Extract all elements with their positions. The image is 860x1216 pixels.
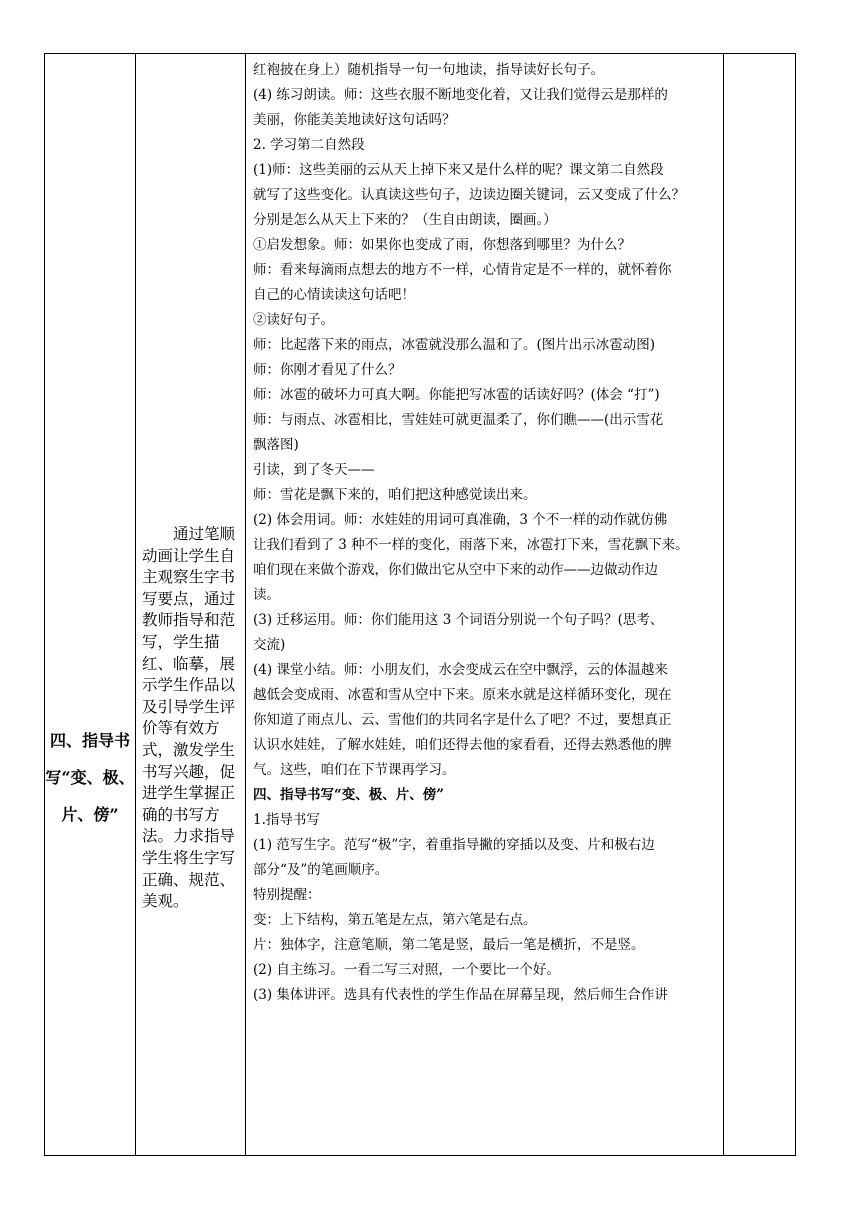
content-line: ①启发想象。师：如果你也变成了雨，你想落到哪里？为什么？	[253, 237, 631, 253]
content-line: 自己的心情读读这句话吧！	[253, 287, 415, 303]
content-line: 师：你刚才看见了什么？	[253, 362, 402, 378]
content-line: 红袍披在身上）随机指导一句一句地读，指导读好长句子。	[253, 62, 604, 78]
content-line: 气。这些，咱们在下节课再学习。	[253, 762, 456, 778]
content-line: 师：雪花是飘下来的，咱们把这种感觉读出来。	[253, 487, 537, 503]
content-line: 2. 学习第二自然段	[253, 137, 365, 153]
design-purpose-text: 通过笔顺动画让学生自主观察生字书写要点，通过教师指导和范写，学生描红、临摹，展示学生作品以及引导学生评价等有效方式，激发学生书写兴趣，促进学生掌握正确的书写方法。力求指导学生将生字写正确、规范、美观。	[142, 525, 236, 911]
content-line: 1.指导书写	[253, 812, 320, 828]
content-line: (1)师：这些美丽的云从天上掉下来又是什么样的呢？课文第二自然段	[253, 162, 664, 178]
content-line: 飘落图)	[253, 437, 299, 453]
purpose-column	[135, 54, 245, 1155]
content-line: (1) 范写生字。范写“极”字，着重指导撇的穿插以及变、片和极右边	[253, 837, 655, 853]
content-line: (2) 自主练习。一看二写三对照，一个要比一个好。	[253, 962, 560, 978]
content-line: 美丽，你能美美地读好这句话吗？	[253, 112, 456, 128]
content-line: (4) 课堂小结。师：小朋友们，水会变成云在空中飘浮，云的体温越来	[253, 662, 668, 678]
content-line: 四、指导书写“变、极、片、傍”	[253, 787, 445, 803]
content-line: 读。	[253, 587, 280, 603]
content-line: 师：比起落下来的雨点，冰雹就没那么温和了。(图片出示冰雹动图)	[253, 337, 656, 353]
content-line: 片：独体字，注意笔顺，第二笔是竖，最后一笔是横折，不是竖。	[253, 937, 645, 953]
content-line: 就写了这些变化。认真读这些句子，边读边圈关键词，云又变成了什么？	[253, 187, 685, 203]
section-column	[45, 54, 135, 1155]
content-line: 变：上下结构，第五笔是左点，第六笔是右点。	[253, 912, 537, 928]
content-line: 你知道了雨点儿、云、雪他们的共同名字是什么了吧？不过，要想真正	[253, 712, 672, 728]
content-line: 让我们看到了 3 种不一样的变化，雨落下来，冰雹打下来，雪花飘下来。	[253, 537, 689, 553]
content-line: ②读好句子。	[253, 312, 334, 328]
content-line: 师：冰雹的破坏力可真大啊。你能把写冰雹的话读好吗？(体会 “打”)	[253, 387, 660, 403]
content-line: 认识水娃娃，了解水娃娃，咱们还得去他的家看看，还得去熟悉他的脾	[253, 737, 672, 753]
content-line: 部分“及”的笔画顺序。	[253, 862, 389, 878]
teaching-process-column	[245, 54, 723, 1155]
content-line: 咱们现在来做个游戏，你们做出它从空中下来的动作——边做动作边	[253, 562, 658, 578]
content-line: (4) 练习朗读。师：这些衣服不断地变化着，又让我们觉得云是那样的	[253, 87, 668, 103]
teaching-process-text	[253, 58, 719, 1008]
content-line: (2) 体会用词。师：水娃娃的用词可真准确，3 个不一样的动作就仿佛	[253, 512, 668, 528]
content-line: (3) 迁移运用。师：你们能用这 3 个词语分别说一个句子吗？(思考、	[253, 612, 664, 628]
content-line: 师：与雨点、冰雹相比，雪娃娃可就更温柔了，你们瞧——(出示雪花	[253, 412, 664, 428]
content-line: 越低会变成雨、冰雹和雪从空中下来。原来水就是这样循环变化，现在	[253, 687, 672, 703]
section-title: 四、指导书写“变、极、片、傍”	[45, 731, 135, 824]
lesson-plan-table	[44, 53, 796, 1156]
notes-column	[723, 54, 797, 1155]
content-line: 交流)	[253, 637, 286, 653]
content-line: 师：看来每滴雨点想去的地方不一样，心情肯定是不一样的，就怀着你	[253, 262, 672, 278]
content-line: 引读，到了冬天——	[253, 462, 375, 478]
content-line: 特别提醒：	[253, 887, 321, 903]
content-line: 分别是怎么从天上下来的？（生自由朗读，圈画。）	[253, 212, 557, 228]
content-line: (3) 集体讲评。选具有代表性的学生作品在屏幕呈现，然后师生合作讲	[253, 987, 668, 1003]
